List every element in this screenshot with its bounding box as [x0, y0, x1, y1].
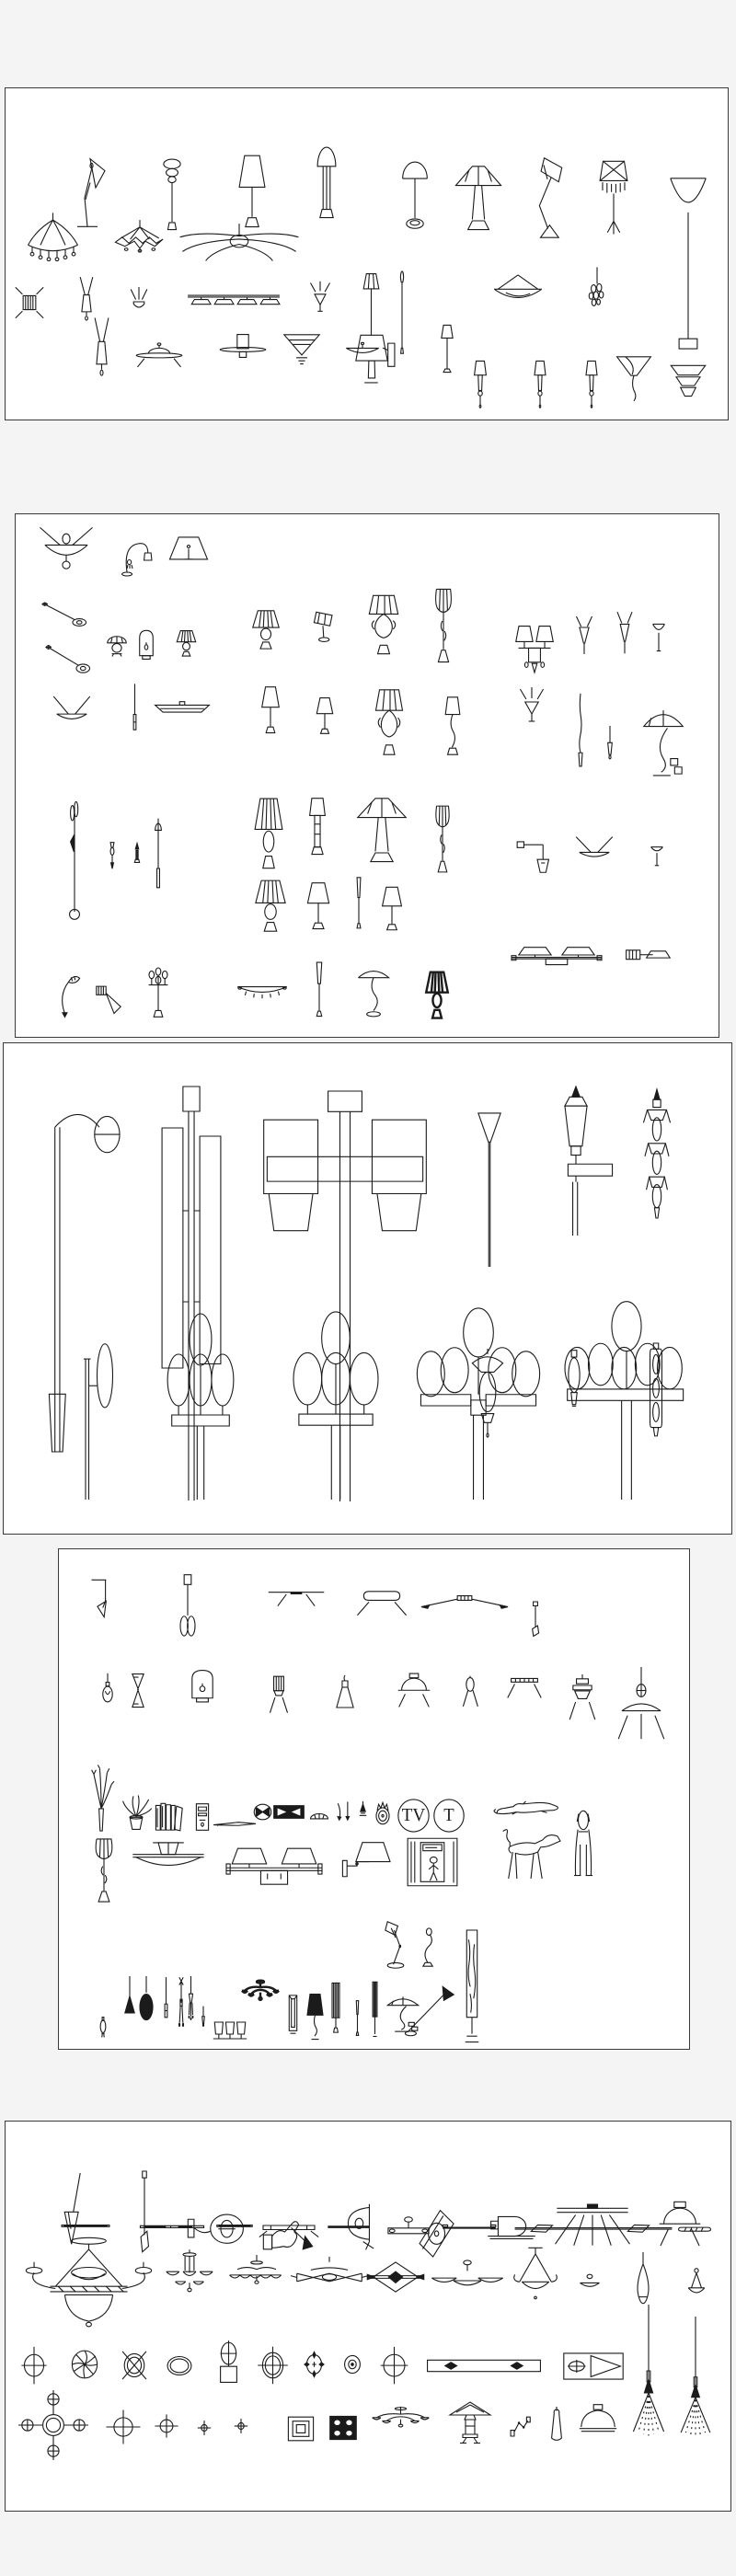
wall-arm-lamp-icon: [513, 834, 561, 892]
mushroom-table-lamp-icon: [447, 2399, 493, 2445]
striped-table-lamp-icon: [85, 1836, 123, 1904]
grape-cluster-pendant-icon: [580, 265, 615, 320]
spike-down-lamp-icon: [101, 839, 123, 881]
arch-lantern-lamp-icon: [134, 628, 158, 663]
candelabra-post-icon: [140, 968, 177, 1021]
flat-ceiling-rays-icon: [263, 1590, 329, 1621]
box-sconce-rays-icon: [12, 285, 47, 320]
circle-bowtie-icon: [253, 1803, 272, 1821]
lying-dog-icon: [493, 1794, 561, 1825]
hourglass-sconce-icon: [125, 1671, 151, 1711]
four-globe-post-2-icon: [282, 1314, 390, 1500]
crystal-chandelier-icon: [18, 212, 87, 276]
pleated-table-lamp-2-icon: [247, 792, 291, 873]
twin-globe-pendant-icon: [173, 1573, 202, 1649]
column-table-lamp-icon: [300, 794, 335, 866]
t-circle-icon: [432, 1798, 466, 1834]
stick-spot-icon: [453, 1673, 488, 1715]
tall-cone-floor-lamp-icon: [304, 959, 335, 1021]
arc-wall-lamp-icon: [118, 534, 156, 580]
banker-lamp-icon: [394, 156, 436, 236]
walking-dog-icon: [493, 1825, 563, 1886]
hammock-bowl-pendant-icon: [35, 526, 98, 589]
v-wall-lamp-1-icon: [569, 615, 600, 661]
plan-oval-cross-icon: [377, 2346, 411, 2386]
diamond-pendant-icon: [366, 2256, 425, 2298]
long-rod-fixture-icon: [512, 2215, 675, 2239]
ball-bracket-fixture-icon: [386, 2215, 431, 2243]
plan-cross-large-icon: [103, 2407, 144, 2447]
lightbar-3-icon: [216, 2221, 253, 2232]
cone-top-pole-icon: [472, 1107, 507, 1267]
black-shade-lamp-icon: [304, 1990, 327, 2042]
slim-cone-floor-icon: [351, 1998, 364, 2039]
six-globe-post-icon: [565, 1309, 688, 1500]
oval-ceiling-rays-icon: [350, 1588, 414, 1632]
tall-plant-icon: [83, 1763, 120, 1834]
drop-pendant-small-icon: [598, 725, 622, 767]
phone-booth-icon: [403, 1836, 462, 1888]
plan-circle-dot-icon: [339, 2349, 366, 2380]
pleated-urn-lamp-icon: [247, 876, 294, 935]
mushroom-wavy-lamp-icon: [352, 962, 395, 1021]
teardrop-pendant-icon: [624, 2252, 662, 2311]
black-bowtie-icon: [273, 1803, 305, 1821]
ornate-chandelier-icon: [106, 219, 174, 270]
tilted-shade-lamp-icon: [306, 607, 343, 648]
traffic-light-visors-icon: [633, 1089, 681, 1218]
plan-fan-circle-icon: [64, 2342, 105, 2386]
small-bowl-pendant-icon: [339, 335, 386, 368]
funnel-wall-lamp-icon: [613, 352, 655, 408]
pleated-mini-lamp-icon: [171, 628, 201, 658]
victorian-table-lamp-icon: [425, 586, 462, 665]
teardrop-pendant-small-icon: [677, 2265, 716, 2307]
double-wall-sconce-icon: [513, 615, 556, 679]
pullchain-shade-lamp-icon: [375, 883, 408, 933]
ribbed-capsule-icon: [677, 2222, 712, 2237]
tassel-bowl-sconce-icon: [236, 975, 289, 1014]
ball-mini-lamp-icon: [95, 2006, 111, 2044]
ring-bowl-pendant-icon: [570, 2271, 609, 2300]
slim-shade-sconce-1-icon: [526, 355, 554, 414]
plan-double-cross-icon: [256, 2344, 290, 2386]
framed-column-lamp-icon: [286, 1993, 300, 2037]
mini-candle-chandelier-icon: [365, 2405, 436, 2447]
double-sconce-bar-icon: [226, 1838, 322, 1895]
bar-downlight-icon: [502, 1674, 546, 1715]
track-bar-light-icon: [186, 289, 282, 318]
tiered-chandelier-icon: [157, 2248, 222, 2304]
mini-triangle-lamp-icon: [355, 1800, 371, 1828]
plan-circle-cross-icon: [18, 2346, 50, 2386]
cocktail-sconce-rays-icon: [306, 280, 334, 320]
slim-dome-floor-lamp-icon: [394, 270, 410, 361]
arrow-up-lamp-icon: [127, 842, 147, 879]
swing-arm-sconce-icon: [340, 1838, 396, 1892]
platter-box-fixture-icon: [214, 333, 271, 370]
architect-lamp-icon: [517, 153, 570, 241]
victorian-slim-lamp-icon: [427, 803, 458, 875]
slim-shade-sconce-2-icon: [578, 355, 605, 414]
wide-pleated-lamp-icon: [352, 794, 411, 868]
mushroom-curve-lamp-icon: [638, 701, 689, 786]
candle-shade-lamp-icon: [164, 535, 213, 580]
v-triangle-pendant-icon: [274, 331, 329, 375]
rod-box-pendant-icon: [158, 1976, 174, 2028]
single-globe-post-icon: [77, 1332, 123, 1500]
striped-column-shade-icon: [327, 1981, 345, 2037]
book-row-icon: [154, 1800, 190, 1833]
double-shade-bar-icon: [512, 940, 602, 970]
cocktail-sconce-2-icon: [515, 685, 548, 731]
arrow-icons: [333, 1800, 355, 1827]
v-bowl-pendant-2-icon: [567, 835, 622, 874]
wall-arm-cone-lamp-icon: [86, 1576, 119, 1642]
black-sphere-pendant-icon: [133, 1976, 159, 2028]
plan-circle-box-icon: [212, 2340, 246, 2389]
dark-pleated-lamp-icon: [420, 968, 454, 1021]
potted-plant-icon: [119, 1792, 154, 1833]
urn-table-lamp-2-icon: [366, 685, 412, 759]
single-shade-box-icon: [622, 943, 675, 967]
wire-tier-pendant-icon: [291, 2256, 368, 2300]
gooseneck-mini-icon: [416, 1926, 440, 1970]
dome-box-lamp-icon: [576, 2403, 620, 2442]
square-frame-light-icon: [285, 2414, 316, 2444]
ornate-badge-icon: [371, 1798, 395, 1828]
anglepoise-mini-icon: [377, 1916, 414, 1970]
angled-spot-lamp-icon: [92, 977, 129, 1019]
sitting-dog-icon: [564, 1809, 603, 1880]
small-shade-floor-lamp-icon: [434, 322, 460, 375]
black-candle-chandelier-icon: [237, 1978, 283, 2020]
plan-cross-medium-icon: [153, 2412, 180, 2440]
stereo-box-icon: [192, 1801, 213, 1833]
striped-panel-lamp-icon: [368, 1981, 382, 2039]
wavy-floor-lamp-icon: [437, 690, 468, 762]
shade-lamp-2-icon: [256, 683, 285, 736]
plan-circle-x-icon: [118, 2346, 151, 2385]
cone-slim-lamp-icon: [300, 879, 337, 932]
tiered-wall-lamp-icon: [664, 359, 712, 407]
spray-pendant-1-icon: [627, 2305, 670, 2443]
box-lantern-icon: [184, 1668, 221, 1707]
ceiling-bowl-fixture-icon: [130, 1841, 207, 1886]
wide-angle-ceiling-icon: [420, 1594, 510, 1631]
cord-pendant-icon: [570, 692, 591, 776]
shade-table-lamp-icon: [230, 149, 274, 232]
lightbar-2-icon: [139, 2221, 205, 2234]
spray-pendant-2-icon: [675, 2317, 716, 2443]
lightbar-rays-icon: [257, 2217, 321, 2245]
leaf-curve-lamp-icon: [55, 971, 88, 1018]
fringe-shade-lamp-icon: [592, 156, 636, 237]
wall-spot-1-icon: [39, 600, 90, 633]
grand-chandelier-icon: [22, 2236, 155, 2341]
spider-chandelier-icon: [175, 223, 304, 274]
flat-wide-pendant-icon: [150, 692, 214, 727]
wide-cone-lamp-icon: [451, 162, 506, 236]
plan-cross-five-icon: [18, 2390, 88, 2460]
marble-column-lamp-icon: [460, 1930, 484, 2048]
svg-text:T: T: [443, 1805, 454, 1826]
scallop-bowl-pendant-icon: [429, 2259, 506, 2303]
dome-platter-fixture-icon: [131, 333, 188, 372]
lightbar-black-icon: [328, 2222, 370, 2233]
pen-spike-icon: [212, 1816, 258, 1831]
tv-circle-icon: [397, 1798, 431, 1834]
tiny-articulated-lamp-icon: [506, 2407, 535, 2444]
pole-floor-lamp-icon: [59, 797, 90, 922]
tiered-downlight-icon: [561, 1674, 604, 1730]
lightbar-1-icon: [61, 2221, 110, 2232]
thin-cone-floor-lamp-icon: [348, 874, 370, 933]
shade-lamp-3-icon: [311, 695, 339, 736]
plan-cross-tiny-2-icon: [232, 2416, 250, 2436]
drop-rod-spot-icon: [524, 1601, 546, 1647]
fish-bowl-pendant-icon: [488, 274, 548, 318]
torchiere-floor-lamp-icon: [664, 158, 712, 359]
plan-cross-tiny-1-icon: [195, 2418, 213, 2438]
small-dome-icon: [306, 1806, 332, 1822]
lantern-arm-streetlight-icon: [536, 1087, 615, 1236]
cup-sconce-rays-icon: [123, 283, 155, 320]
plan-oval-icon: [162, 2349, 197, 2383]
torch-wall-lamp-1-icon: [644, 610, 673, 661]
v-bowl-pendant-icon: [44, 695, 99, 739]
rod-endcap-fixture-icon: [442, 2219, 497, 2236]
rod-pendant-1-icon: [127, 683, 143, 742]
drop-mini-pendant-icon: [197, 2006, 210, 2031]
bulb-pendant-icon: [96, 1673, 120, 1711]
ornate-tier-pendant-icon: [224, 2254, 289, 2302]
mushroom-mini-lamp-icon: [101, 631, 132, 661]
angled-rod-lamp-icon: [403, 1980, 458, 2037]
square-four-holes-icon: [328, 2414, 359, 2442]
two-shade-floor-lamp-icon: [348, 271, 396, 387]
bracket-shade-sconce-icon: [466, 355, 495, 414]
crosshair-pendant-icon: [613, 1667, 670, 1745]
cone-downlight-icon: [328, 1674, 362, 1720]
urn-table-lamp-1-icon: [359, 592, 408, 658]
dome-column-lamp-icon: [309, 140, 344, 223]
plan-box-flag-icon: [561, 2346, 626, 2386]
plan-circle-diamonds-icon: [300, 2346, 328, 2383]
five-globe-post-icon: [416, 1312, 541, 1500]
v-wall-lamp-2-icon: [610, 610, 639, 661]
four-globe-post-1-icon: [158, 1316, 243, 1500]
saucer-pole-lamp-icon: [147, 817, 169, 891]
wall-spot-2-icon: [42, 642, 94, 681]
svg-text:TV: TV: [401, 1804, 426, 1826]
torch-wall-lamp-2-icon: [642, 837, 672, 872]
cowbell-pendant-icon: [543, 2407, 570, 2449]
plan-bar-diamonds-icon: [425, 2352, 543, 2380]
v-cone-pendant-2-icon: [85, 316, 119, 383]
can-downlight-icon: [263, 1673, 294, 1720]
triangle-bowl-pendant-icon: [506, 2247, 565, 2307]
dome-ceiling-rays-icon: [392, 1673, 436, 1720]
pleated-table-lamp-1-icon: [245, 607, 287, 651]
